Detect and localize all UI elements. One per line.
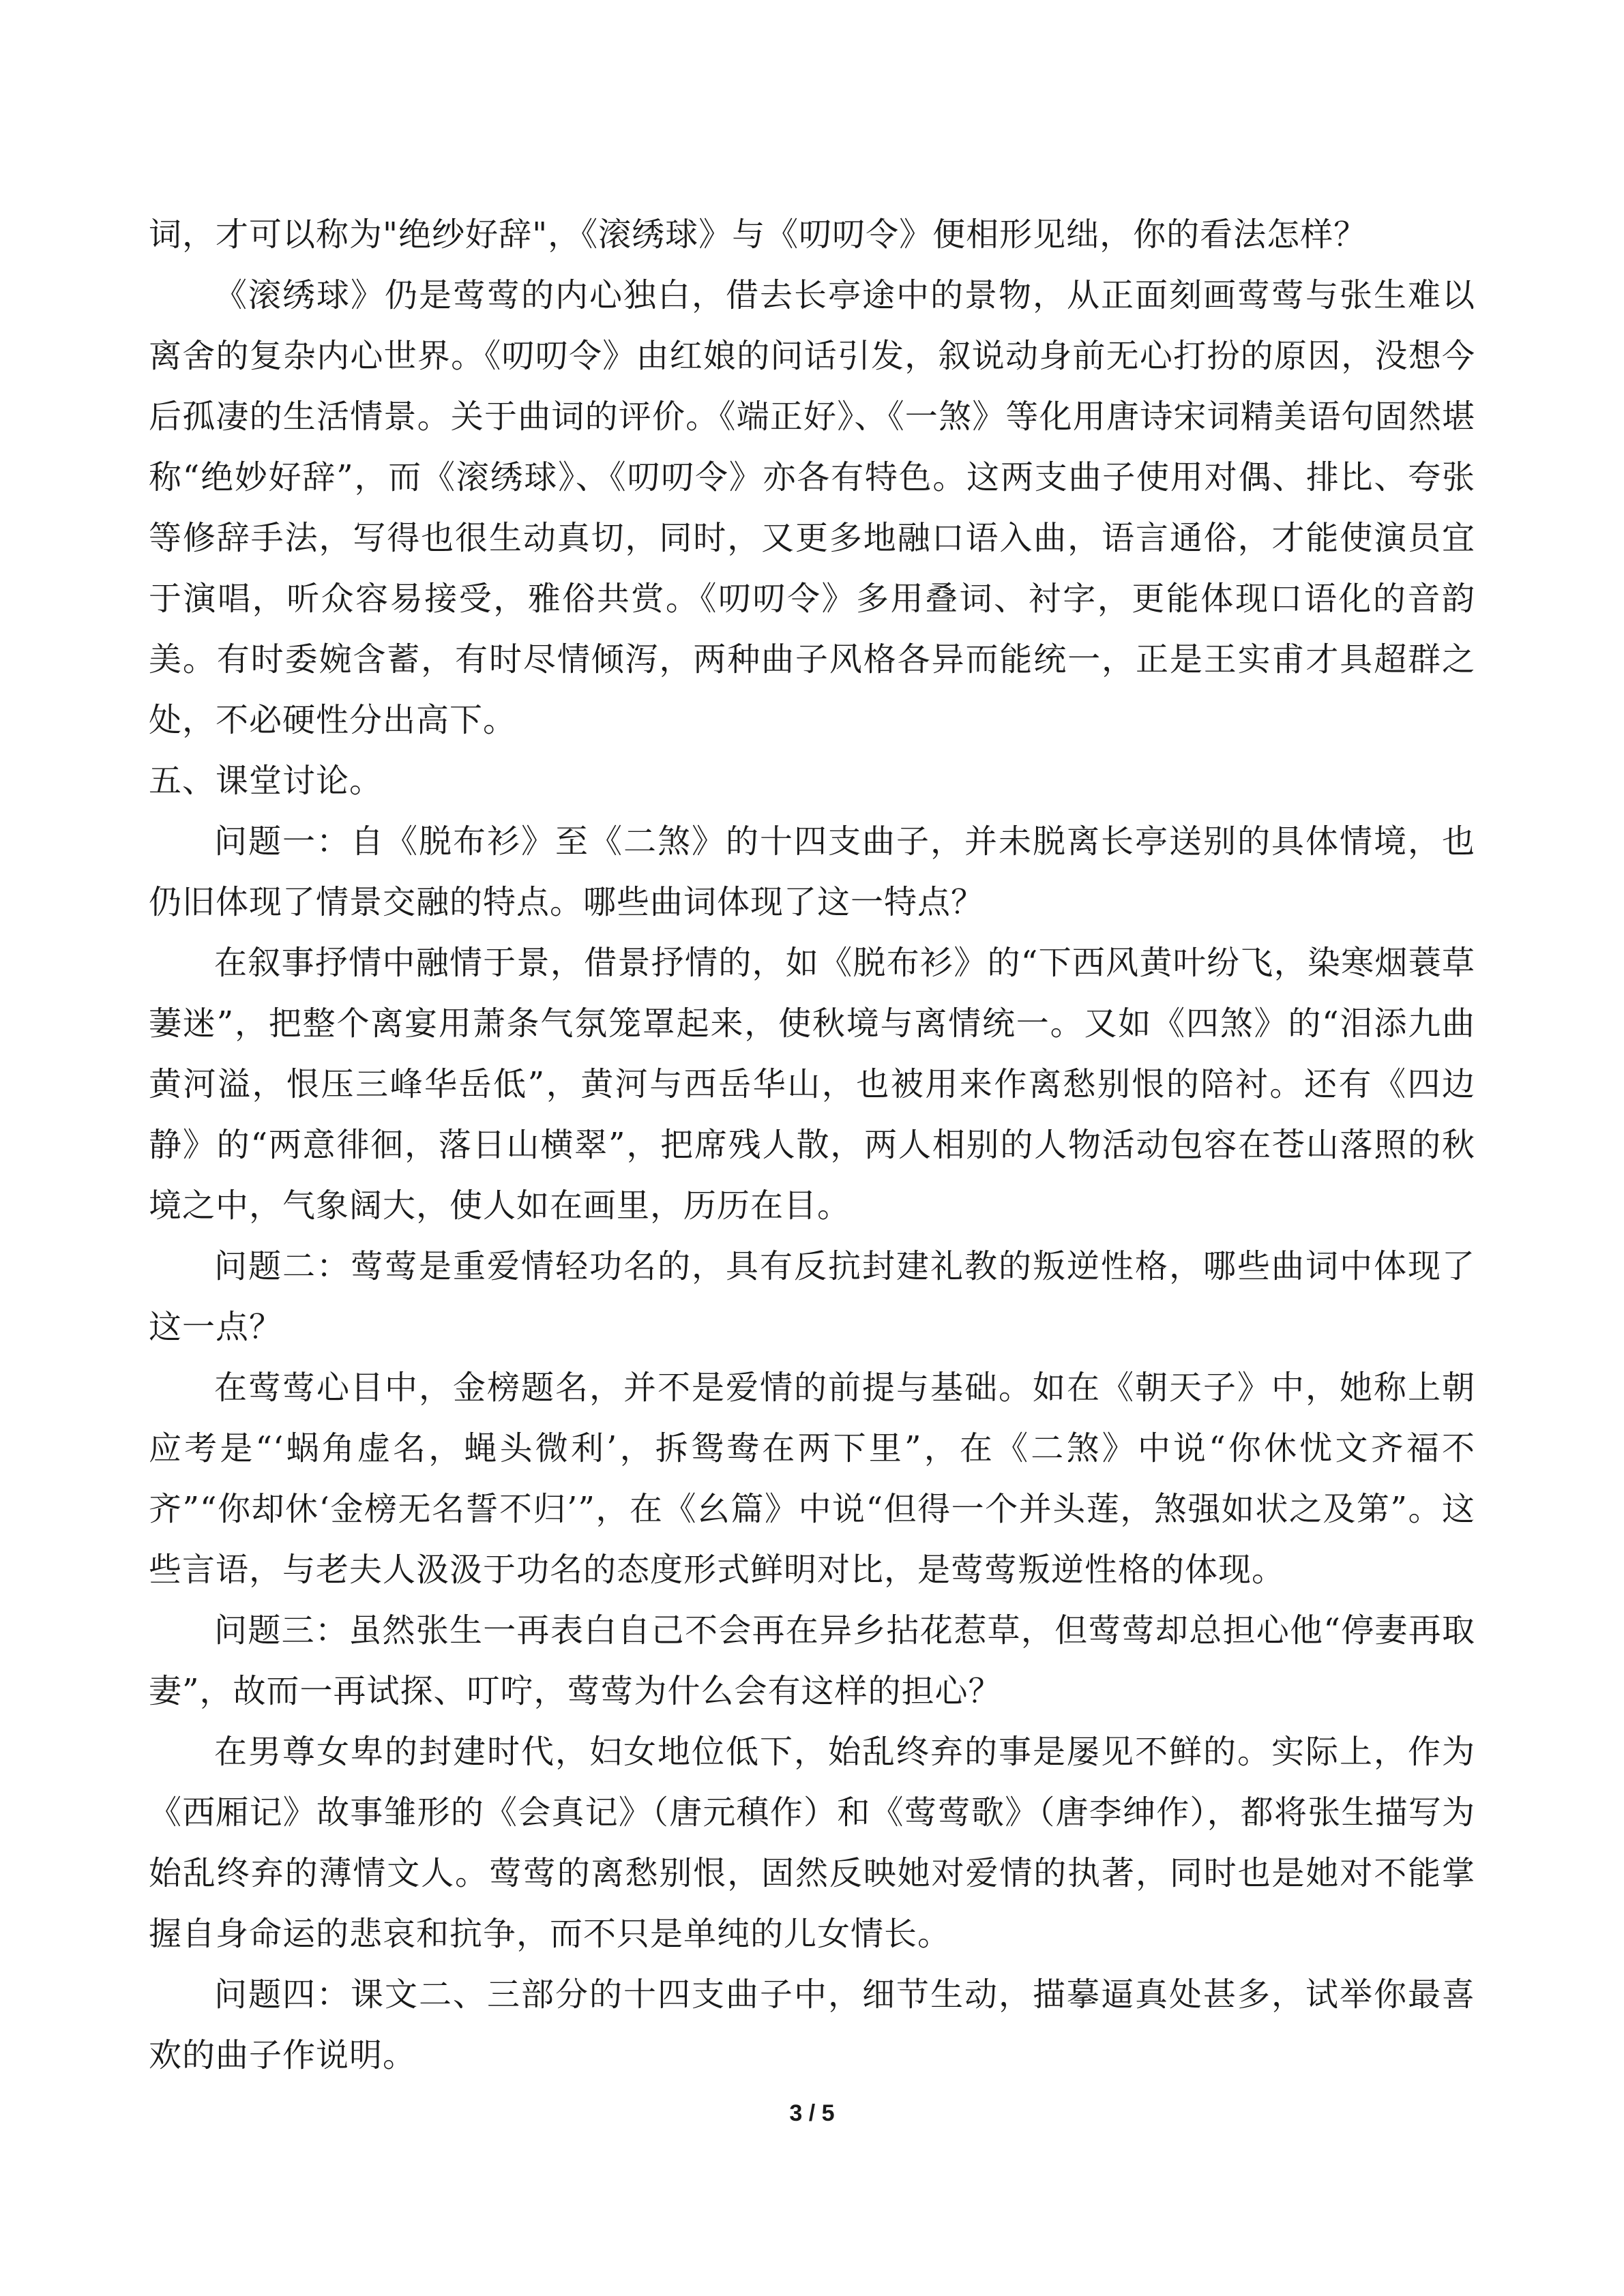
paragraph-1: 词，才可以称为"绝纱好辞"，《滚绣球》与《叨叨令》便相形见绌，你的看法怎样？ xyxy=(149,215,1368,254)
question-2: 问题二：莺莺是重爱情轻功名的，具有反抗封建礼教的叛逆性格，哪些曲词中体现了这一点？ xyxy=(149,1247,1475,1346)
section-heading: 五、课堂讨论。 xyxy=(149,762,383,800)
question-4: 问题四：课文二、三部分的十四支曲子中，细节生动，描摹逼真处甚多，试举你最喜欢的曲子作说明。 xyxy=(149,1976,1475,2074)
paragraph-2: 《滚绣球》仍是莺莺的内心独白，借去长亭途中的景物，从正面刻画莺莺与张生难以离舍的复杂内心世界。《叨叨令》由红娘的问话引发，叙说动身前无心打扮的原因，没想今后孤凄的生活情景。关于曲词的评价。《端正好》、《一煞》等化用唐诗宋词精美语句固然堪称“绝妙好辞”，而《滚绣球》、《叨叨令》亦各有特色。这两支曲子使用对偶、排比、夸张等修辞手法，写得也很生动真切，同时，又更多地融口语入曲，语言通俗，才能使演员宜于演唱，听众容易接受，雅俗共赏。《叨叨令》多用叠词、衬字，更能体现口语化的音韵美。有时委婉含蓄，有时尽情倾泻，两种曲子风格各异而能统一，正是王实甫才具超群之处，不必硬性分出高下。 xyxy=(149,276,1475,739)
question-1: 问题一：自《脱布衫》至《二煞》的十四支曲子，并未脱离长亭送别的具体情境，也仍旧体现了情景交融的特点。哪些曲词体现了这一特点？ xyxy=(149,822,1475,921)
answer-1: 在叙事抒情中融情于景，借景抒情的，如《脱布衫》的“下西风黄叶纷飞，染寒烟蓑草萋迷”，把整个离宴用萧条气氛笼罩起来，使秋境与离情统一。又如《四煞》的“泪添九曲黄河溢，恨压三峰华岳低”，黄河与西岳华山，也被用来作离愁别恨的陪衬。还有《四边静》的“两意徘徊，落日山横翠”，把席残人散，两人相别的人物活动包容在苍山落照的秋境之中，气象阔大，使人如在画里，历历在目。 xyxy=(149,944,1475,1225)
page-number: 3 / 5 xyxy=(789,2100,835,2126)
question-3: 问题三：虽然张生一再表白自己不会再在异乡拈花惹草，但莺莺却总担心他“停妻再取妻”，故而一再试探、叮咛，莺莺为什么会有这样的担心？ xyxy=(149,1611,1475,1710)
answer-3: 在男尊女卑的封建时代，妇女地位低下，始乱终弃的事是屡见不鲜的。实际上，作为《西厢记》故事雏形的《会真记》（唐元稹作）和《莺莺歌》（唐李绅作），都将张生描写为始乱终弃的薄情文人。莺莺的离愁别恨，固然反映她对爱情的执著，同时也是她对不能掌握自身命运的悲哀和抗争，而不只是单纯的儿女情长。 xyxy=(149,1733,1475,1953)
document-body xyxy=(149,205,1475,2086)
answer-2: 在莺莺心目中，金榜题名，并不是爱情的前提与基础。如在《朝天子》中，她称上朝应考是“‘蜗角虚名，蝇头微利’，拆鸳鸯在两下里”，在《二煞》中说“你休忧文齐福不齐”“你却休‘金榜无名誓不归’”，在《幺篇》中说“但得一个并头莲，煞强如状之及第”。这些言语，与老夫人汲汲于功名的态度形式鲜明对比，是莺莺叛逆性格的体现。 xyxy=(149,1369,1475,1589)
